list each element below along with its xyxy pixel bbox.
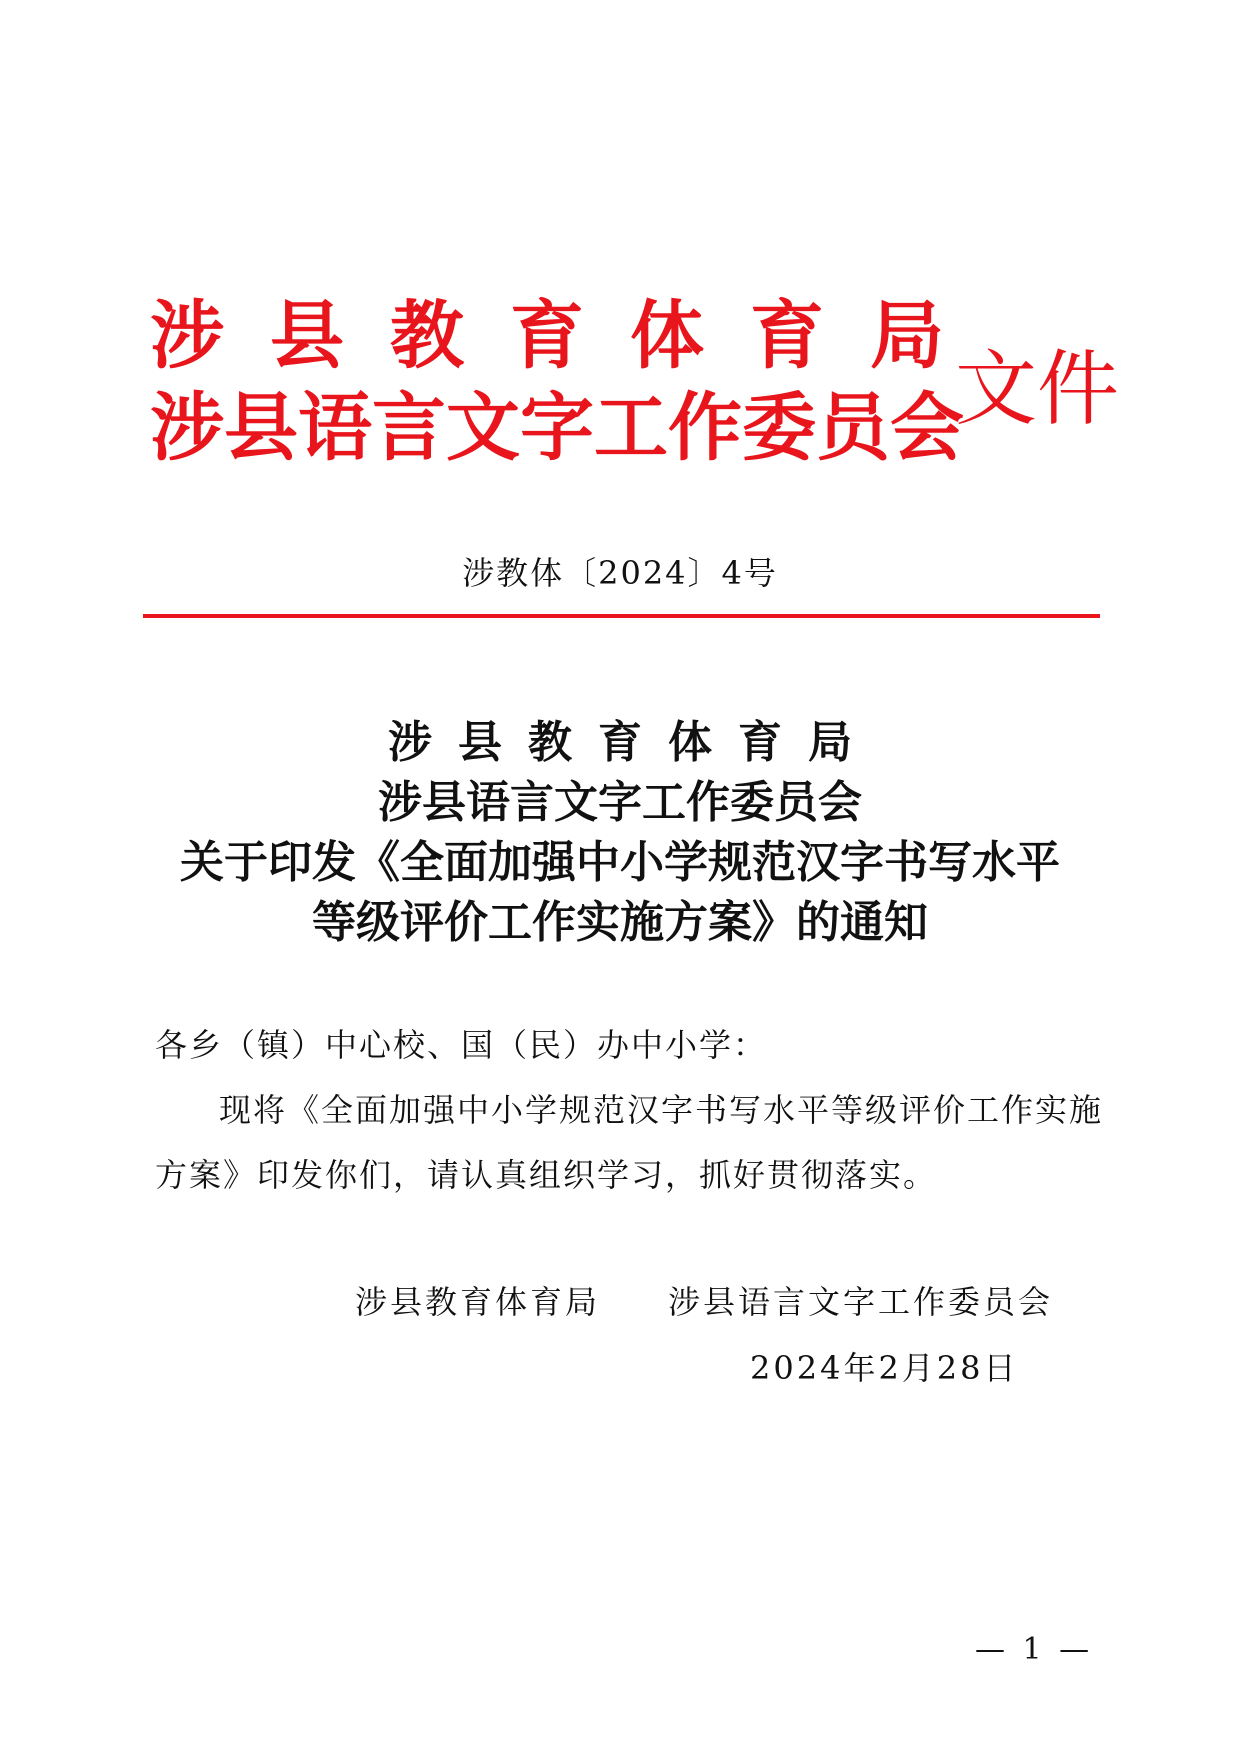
body-paragraph-line-2: 方案》印发你们，请认真组织学习，抓好贯彻落实。 — [155, 1156, 938, 1194]
notice-title — [0, 713, 1240, 953]
title-line-4: 等级评价工作实施方案》的通知 — [312, 897, 928, 948]
issuer-language-committee: 涉县语言文字工作委员会 — [668, 1283, 1054, 1321]
masthead-line-1: 涉县教育体育局 — [150, 293, 990, 379]
salutation: 各乡（镇）中心校、国（民）办中小学： — [155, 1026, 768, 1064]
page-number: — 1 — — [975, 1632, 1094, 1667]
body-paragraph-line-1: 现将《全面加强中小学规范汉字书写水平等级评价工作实施 — [219, 1091, 1104, 1129]
masthead-document-suffix: 文件 — [955, 342, 1120, 437]
issuer-education-bureau: 涉县教育体育局 — [355, 1283, 601, 1321]
document-number: 涉教体〔2024〕4号 — [462, 554, 778, 592]
red-divider-line — [143, 614, 1100, 618]
title-line-3: 关于印发《全面加强中小学规范汉字书写水平 — [180, 837, 1060, 888]
masthead — [150, 290, 990, 474]
issue-date: 2024年2月28日 — [750, 1349, 1019, 1387]
masthead-line-2: 涉县语言文字工作委员会 — [150, 385, 964, 471]
title-line-2: 涉县语言文字工作委员会 — [378, 777, 862, 828]
title-line-1: 涉县教育体育局 — [388, 717, 878, 768]
